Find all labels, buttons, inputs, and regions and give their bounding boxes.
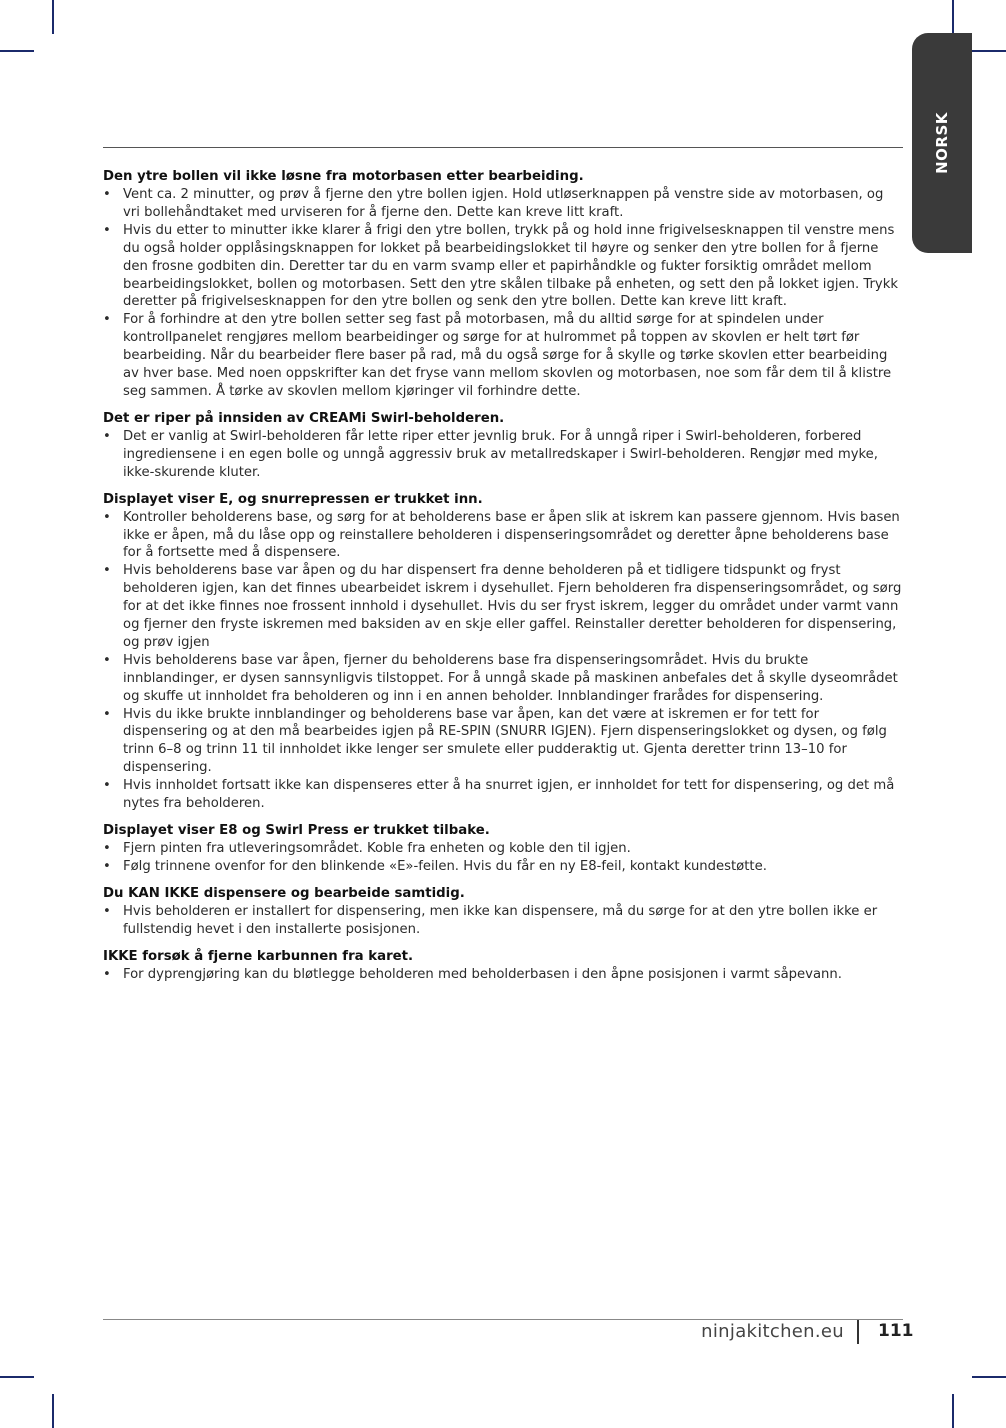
crop-mark bbox=[0, 50, 34, 52]
bullet-list bbox=[103, 186, 903, 401]
list-item: • Hvis innholdet fortsatt ikke kan dispenseres etter å ha snurret igjen, er innholdet for tett for dispensering, og det må nytes fra beholderen. bbox=[103, 777, 903, 813]
list-item: • Hvis beholderens base var åpen, fjerner du beholderens base fra dispenseringsområdet. Hvis du brukte innblandinger, er dysen sannsynligvis tilstoppet. For å unngå skade på maskinen anbefales det å skylle dyseområdet og skuffe ut innholdet fra beholderen og inn i en annen beholder. Innblandinger frarådes for dispensering. bbox=[103, 652, 903, 706]
bullet-list bbox=[103, 509, 903, 813]
list-item: • Fjern pinten fra utleveringsområdet. Koble fra enheten og koble den til igjen. bbox=[103, 840, 903, 858]
list-item: • Følg trinnene ovenfor for den blinkende «E»-feilen. Hvis du får en ny E8-feil, kontakt kundestøtte. bbox=[103, 858, 903, 876]
list-item: • Hvis du ikke brukte innblandinger og beholderens base var åpen, kan det være at iskremen er for tett for dispensering og at den må bearbeides igjen på RE-SPIN (SNURR IGJEN). Fjern dispenseringslokket og dysen, og følg trinn 6–8 og trinn 11 til innholdet ikke lenger ser smulete eller pudderaktig ut. Gjenta deretter trinn 13–10 for dispensering. bbox=[103, 706, 903, 778]
crop-mark bbox=[52, 0, 54, 34]
troubleshooting-content bbox=[103, 168, 903, 993]
bottom-divider bbox=[103, 1319, 903, 1320]
crop-mark bbox=[0, 1376, 34, 1378]
list-item: • Hvis beholderen er installert for dispensering, men ikke kan dispensere, må du sørge for at den ytre bollen ikke er fullstendig hevet i den installerte posisjonen. bbox=[103, 903, 903, 939]
crop-mark bbox=[52, 1394, 54, 1428]
section-heading: Det er riper på innsiden av CREAMi Swirl-beholderen. bbox=[103, 410, 505, 426]
language-tab bbox=[912, 33, 972, 253]
top-divider bbox=[103, 147, 903, 148]
troubleshooting-section bbox=[103, 491, 903, 813]
page-number: 111 bbox=[878, 1321, 914, 1341]
list-item: • Kontroller beholderens base, og sørg for at beholderens base er åpen slik at iskrem kan passere gjennom. Hvis basen ikke er åpen, må du låse opp og reinstallere beholderen i dispenseringsområdet og deretter åpne beholderens base for å fortsette med å dispensere. bbox=[103, 509, 903, 563]
bullet-list bbox=[103, 903, 903, 939]
troubleshooting-section bbox=[103, 948, 903, 984]
troubleshooting-section bbox=[103, 410, 903, 482]
section-heading: Du KAN IKKE dispensere og bearbeide samtidig. bbox=[103, 885, 465, 901]
troubleshooting-section bbox=[103, 885, 903, 939]
footer-separator bbox=[857, 1320, 859, 1344]
crop-mark bbox=[972, 1376, 1006, 1378]
list-item: • Hvis beholderens base var åpen og du har dispensert fra denne beholderen på et tidligere tidspunkt og fryst beholderen igjen, kan det finnes ubearbeidet iskrem i dysehullet. Fjern beholderen fra dispenseringsområdet, og sørg for at det ikke finnes noe frossent innhold i dysehullet. Hvis du ser fryst iskrem, legger du området under varmt vann og fjerner den fryste iskremen med baksiden av en skje eller gaffel. Reinstaller deretter beholderen for dispensering, og prøv igjen bbox=[103, 562, 903, 652]
list-item: • Det er vanlig at Swirl-beholderen får lette riper etter jevnlig bruk. For å unngå riper i Swirl-beholderen, forbered ingrediensene i en egen bolle og unngå aggressiv bruk av metallredskaper i Swirl-beholderen. Rengjør med myke, ikke-skurende kluter. bbox=[103, 428, 903, 482]
troubleshooting-section bbox=[103, 168, 903, 401]
language-tab-label: NORSK bbox=[933, 112, 951, 174]
section-heading: IKKE forsøk å fjerne karbunnen fra karet. bbox=[103, 948, 414, 964]
crop-mark bbox=[952, 1394, 954, 1428]
bullet-list bbox=[103, 840, 903, 876]
section-heading: Den ytre bollen vil ikke løsne fra motorbasen etter bearbeiding. bbox=[103, 169, 584, 184]
list-item: • Hvis du etter to minutter ikke klarer å frigi den ytre bollen, trykk på og hold inne frigivelsesknappen til venstre mens du også holder opplåsingsknappen for lokket på bearbeidingslokket til høyre og senker den ytre bollen for å fjerne den frosne godbiten din. Deretter tar du en varm svamp eller et papirhåndkle og fukter forsiktig området mellom bearbeidingslokket, bollen og motorbasen. Sett den ytre skålen tilbake på enheten, og sett den på lokket igjen. Trykk deretter på frigivelsesknappen for den ytre bollen og senk den ytre bollen. Dette kan kreve litt kraft. bbox=[103, 222, 903, 312]
bullet-list bbox=[103, 966, 903, 984]
crop-mark bbox=[972, 50, 1006, 52]
list-item: • Vent ca. 2 minutter, og prøv å fjerne den ytre bollen igjen. Hold utløserknappen på venstre side av motorbasen, og vri bollehåndtaket med urviseren for å fjerne den. Dette kan kreve litt kraft. bbox=[103, 186, 903, 222]
bullet-list bbox=[103, 428, 903, 482]
list-item: • For å forhindre at den ytre bollen setter seg fast på motorbasen, må du alltid sørge for at spindelen under kontrollpanelet rengjøres mellom bearbeidinger og sørge for at hulrommet på toppen av skovlen er helt tørt før bearbeiding. Når du bearbeider flere baser på rad, må du også sørge for å skylle og tørke skovlen etter bearbeiding av hver base. Med noen oppskrifter kan det fryse vann mellom skovlen og motorbasen, noe som får dem til å klistre seg sammen. Å tørke av skovlen mellom kjøringer vil forhindre dette. bbox=[103, 311, 903, 401]
list-item: • For dyprengjøring kan du bløtlegge beholderen med beholderbasen i den åpne posisjonen i varmt såpevann. bbox=[103, 966, 903, 984]
section-heading: Displayet viser E, og snurrepressen er trukket inn. bbox=[103, 491, 483, 507]
footer-website: ninjakitchen.eu bbox=[701, 1321, 844, 1342]
troubleshooting-section bbox=[103, 822, 903, 876]
section-heading: Displayet viser E8 og Swirl Press er trukket tilbake. bbox=[103, 823, 490, 838]
crop-mark bbox=[952, 0, 954, 34]
